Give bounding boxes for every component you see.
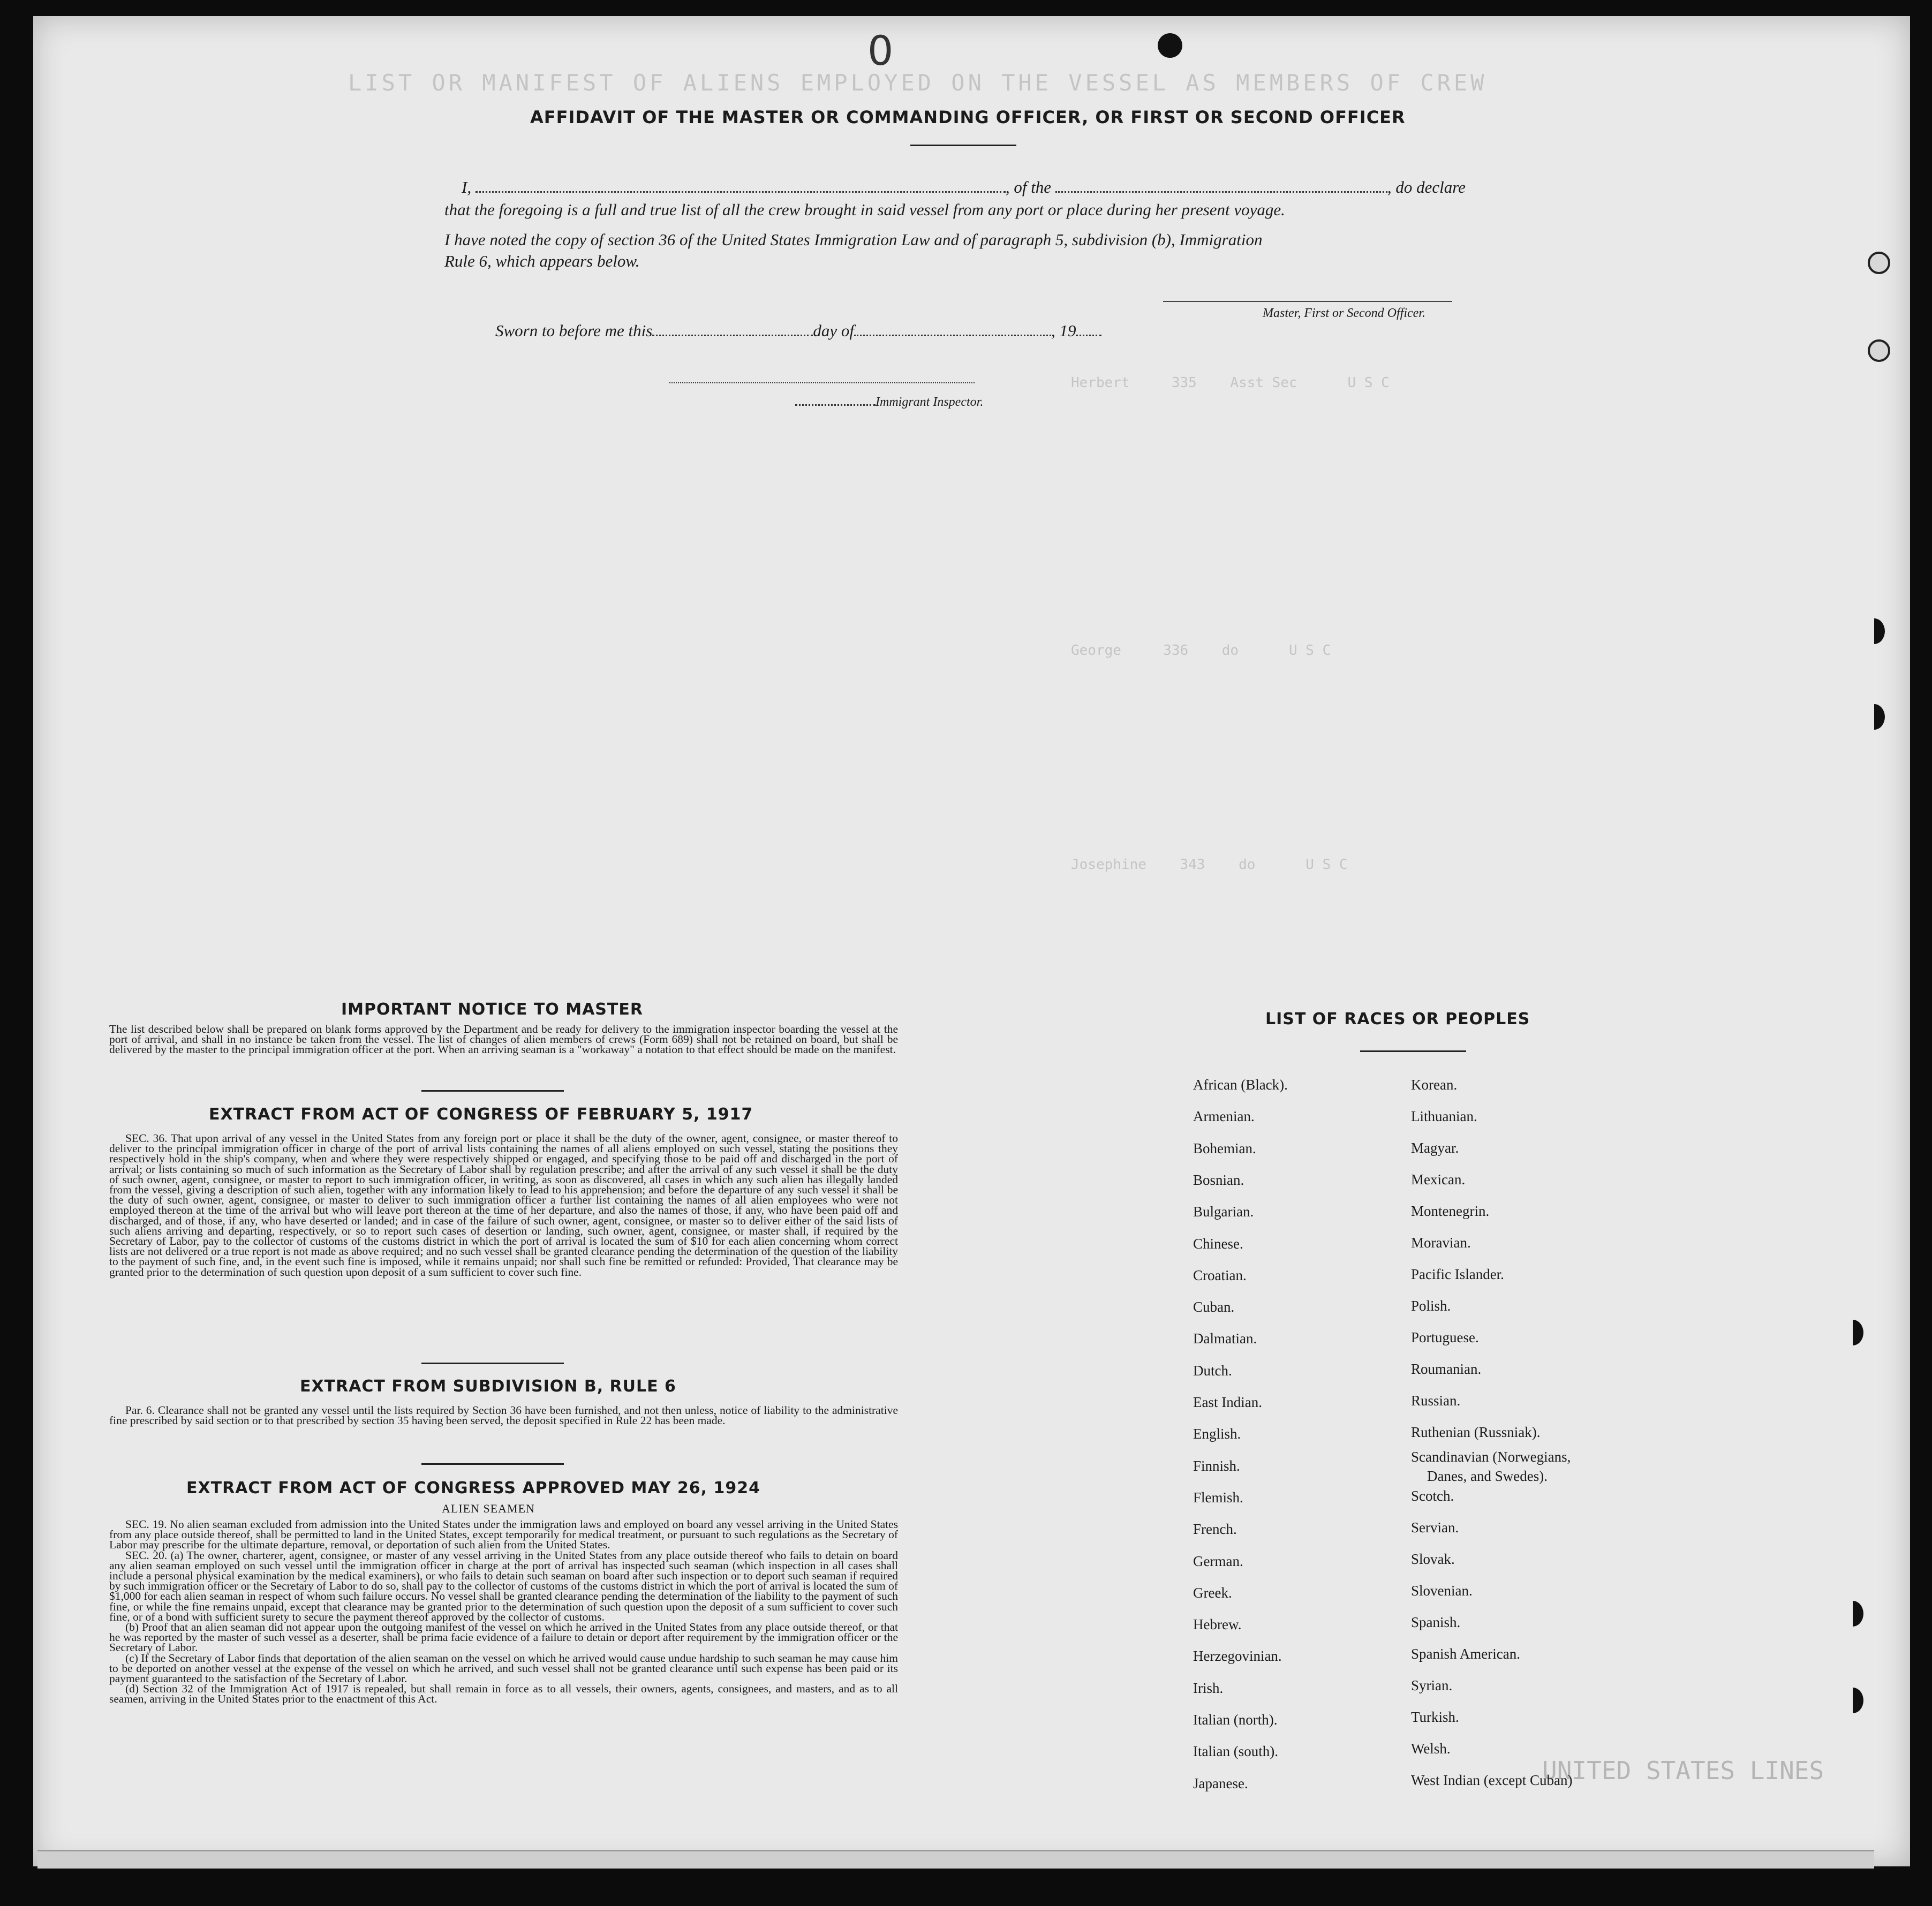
affidavit-declare-label: , do declare [1387,178,1466,196]
bleed-through-text: LIST OR MANIFEST OF ALIENS EMPLOYED ON THE VESSEL AS MEMBERS OF CREW [348,70,1488,96]
divider [421,1363,564,1364]
affidavit-i-label: I, [462,178,472,196]
day-blank [652,335,813,336]
bleed-through-text: UNITED STATES LINES [1542,1756,1824,1785]
race-item: Korean. [1411,1077,1458,1093]
race-item: Turkish. [1411,1709,1459,1725]
race-item: Italian (south). [1193,1743,1278,1759]
race-item: Polish. [1411,1298,1451,1314]
bleed-through-text: Josephine 343 do U S C [1071,857,1348,873]
race-item: French. [1193,1521,1237,1537]
race-item: Lithuanian. [1411,1108,1477,1124]
binder-hole [1842,1688,1863,1713]
sheet-bottom-edge [37,1850,1874,1869]
extract-1924-text [109,1519,898,1705]
race-item: Slovak. [1411,1551,1455,1567]
race-item: Dutch. [1193,1363,1232,1379]
race-item: African (Black). [1193,1077,1288,1093]
race-item: East Indian. [1193,1394,1262,1410]
affidavit-line3: I have noted the copy of section 36 of the United States Immigration Law and of paragraph 5, subdivision (b), Immigration [444,230,1263,249]
affidavit-title: AFFIDAVIT OF THE MASTER OR COMMANDING OFFICER, OR FIRST OR SECOND OFFICER [530,107,1406,127]
race-item: Irish. [1193,1680,1224,1696]
race-item: English. [1193,1426,1241,1442]
inspector-line-row [795,395,983,410]
race-item: Slovenian. [1411,1583,1473,1599]
race-item: West Indian (except Cuban) [1411,1772,1573,1788]
race-item: Spanish American. [1411,1646,1520,1662]
binder-hole [1863,618,1885,644]
extract-1917-title: EXTRACT FROM ACT OF CONGRESS OF FEBRUARY 5, 1917 [209,1105,753,1124]
affidavit-of-label: , of the [1005,178,1052,196]
race-item: Hebrew. [1193,1616,1242,1632]
sworn-label: Sworn to before me this [495,321,653,340]
race-item: Dalmatian. [1193,1330,1257,1347]
race-item: Cuban. [1193,1299,1235,1315]
extract-1924-title: EXTRACT FROM ACT OF CONGRESS APPROVED MAY 26, 1924 [186,1479,760,1497]
race-item: Portuguese. [1411,1329,1479,1345]
bleed-through-text: George 336 do U S C [1071,642,1331,659]
race-item: Japanese. [1193,1775,1248,1791]
year-label: , 19 [1051,321,1076,340]
extract-1917-text: SEC. 36. That upon arrival of any vessel in the United States from any foreign port or place it shall be the duty of the owner, agent, consignee, or master thereof to deliver to the principal immigration officer in charge of the port of arrival lists containing the names of all aliens employed on such vessel, stating the positions they respectively hold in the ship's company, when and where they were respectively shipped or engaged, and specifying those to be paid off and discharged in the port of arrival; or lists containing so much of such information as the Secretary of Labor shall by regulation prescribe; and after the arrival of any such vessel it shall be the duty of such owner, agent, consignee, or master to report to such immigration officer, in writing, as soon as discovered, all cases in which any such alien has illegally landed from the vessel, giving a description of such alien, together with any information likely to lead to his apprehension; and before the departure of any such vessel it shall be the duty of such owner, agent, consignee, or master to deliver to such immigration officer a further list containing the names of all alien employees who were not employed thereon at the time of the arrival but who will leave port thereon at the time of her departure, and also the names of those, if any, who have been paid off and discharged, and of those, if any, who have deserted or landed; and in case of the failure of such owner, agent, consignee, or master so to deliver either of the said lists of such aliens arriving and departing, respectively, or so to report such cases of desertion or landing, such owner, agent, consignee, or master shall, if required by the Secretary of Labor, pay to the collector of customs of the customs district in which the port of arrival is located the sum of $10 for each alien concerning whom correct lists are not delivered or a true report is not made as above required; and no such vessel shall be granted clearance pending the determination of the question of the liability to the payment of such fine, and, in the event such fine is imposed, while it remains unpaid; nor shall such fine be remitted or refunded: Provided, That clearance may be granted prior to the determination of such question upon deposit of a sum sufficient to cover such fine. [109,1132,898,1279]
binder-hole [1842,1601,1863,1627]
inspector-label: Immigrant Inspector. [876,395,984,409]
race-item: Magyar. [1411,1140,1459,1156]
race-item: Herzegovinian. [1193,1648,1282,1664]
month-blank [854,335,1051,336]
divider [1360,1050,1466,1052]
extract-rule6-text: Par. 6. Clearance shall not be granted any vessel until the lists required by Section 36 have been furnished, and not then unless, notice of liability to the administrative fine prescribed by said section or to that prescribed by section 35 having been served, the deposit specified in Rule 22 has been made. [109,1404,898,1427]
race-item: Syrian. [1411,1677,1453,1693]
divider [421,1463,564,1465]
race-item: Scandinavian (Norwegians, [1411,1449,1571,1465]
bleed-through-text: Herbert 335 Asst Sec U S C [1071,375,1390,391]
race-item: Servian. [1411,1519,1459,1536]
binder-hole [1158,33,1182,58]
race-item: Bohemian. [1193,1140,1256,1156]
section-20a: SEC. 20. (a) The owner, charterer, agent, consignee, or master of any vessel arriving in the United States from any place outside thereof who fails to detain on board any alien seaman employed on such vessel until the immigration officer in charge at the port of arrival has inspected such seaman (which inspection in all cases shall include a personal physical examination by the medical examiners), or who fails to detain such seaman on board after such inspection or to deport such seaman if required by such immigration officer or the Secretary of Labor to do so, shall pay to the collector of customs of the customs district in which the port of arrival is located the sum of $1,000 for each alien seaman in respect of whom such failure occurs. No vessel shall be granted clearance pending the determination of the liability to the payment of such fine, or while the fine remains unpaid, except that clearance may be granted prior to the determination of such question upon the deposit of a sum sufficient to cover such fine, or of a bond with sufficient surety to secure the payment thereof approved by the collector of customs. [109,1548,898,1623]
binder-hole [1868,339,1890,362]
race-item: Russian. [1411,1393,1461,1409]
race-item: Croatian. [1193,1267,1247,1283]
race-item: Danes, and Swedes). [1427,1468,1548,1484]
notice-title: IMPORTANT NOTICE TO MASTER [341,1000,643,1019]
section-20c: (c) If the Secretary of Labor finds that deportation of the alien seaman on the vessel on which he arrived would cause undue hardship to such seaman he may cause him to be deported on another vessel at the expense of the vessel on which he arrived, and such vessel shall not be granted clearance until such expense has been paid or its payment guaranteed to the satisfaction of the Secretary of Labor. [109,1651,898,1685]
race-item: Finnish. [1193,1458,1240,1474]
name-blank [476,191,1006,193]
binder-hole [1863,704,1885,730]
race-item: Ruthenian (Russniak). [1411,1424,1541,1440]
section-19: SEC. 19. No alien seaman excluded from admission into the United States under the immigration laws and employed on board any vessel arriving in the United States from any place outside thereof, shall be permitted to land in the United States, except temporarily for medical treatment, or pursuant to such regulations as the Secretary of Labor may prescribe for the ultimate departure, removal, or deportation of such alien from the United States. [109,1518,898,1552]
race-item: Roumanian. [1411,1361,1482,1377]
divider [910,145,1016,146]
race-item: Moravian. [1411,1235,1471,1251]
race-item: Chinese. [1193,1236,1243,1252]
divider [421,1090,564,1092]
notice-text: The list described below shall be prepared on blank forms approved by the Department and be ready for delivery to the immigration inspector boarding the vessel at the port of arrival, and shall in no instance be taken from the vessel. The list of changes of alien members of crews (Form 689) shall not be retained on board, but shall be delivered by the master to the principal immigration officer at the port. When an arriving seaman is a "workaway" a notation to that effect should be made on the manifest. [109,1023,898,1056]
affidavit-line4: Rule 6, which appears below. [444,252,640,270]
races-title: LIST OF RACES OR PEOPLES [1265,1010,1530,1028]
race-item: Scotch. [1411,1488,1454,1504]
race-item: Montenegrin. [1411,1203,1490,1219]
day-of-label: day of [813,321,854,340]
signature-line [1163,301,1452,302]
affidavit-line1 [462,178,1466,197]
signature-label: Master, First or Second Officer. [1263,306,1425,320]
year-blank [1076,335,1101,336]
section-20d: (d) Section 32 of the Immigration Act of 1917 is repealed, but shall remain in force as to all vessels, their owners, agents, consignees, and masters, and as to all seamen, arriving in the United States prior to the enactment of this Act. [109,1682,898,1706]
race-item: Welsh. [1411,1741,1451,1757]
sworn-line [495,321,1101,341]
vessel-blank [1055,191,1387,193]
binder-hole [1868,252,1890,274]
race-item: Flemish. [1193,1489,1243,1506]
race-item: Bosnian. [1193,1172,1244,1188]
race-item: Armenian. [1193,1108,1255,1124]
affidavit-line2: that the foregoing is a full and true list of all the crew brought in said vessel from any port or place during her present voyage. [444,200,1285,219]
inspector-line [669,381,975,383]
binder-hole [1842,1320,1863,1345]
section-20b: (b) Proof that an alien seaman did not appear upon the outgoing manifest of the vessel on which he arrived in the United States from any place outside thereof, or that he was reported by the master of such vessel as a deserter, shall be prima facie evidence of a failure to detain or deport after requirement by the immigration officer or the Secretary of Labor. [109,1621,898,1654]
race-item: Mexican. [1411,1171,1466,1188]
race-item: Bulgarian. [1193,1204,1254,1220]
race-item: Pacific Islander. [1411,1266,1504,1282]
inspector-blank [795,404,876,406]
extract-1924-subtitle: ALIEN SEAMEN [442,1502,535,1515]
extract-rule6-title: EXTRACT FROM SUBDIVISION B, RULE 6 [300,1377,676,1396]
race-item: Greek. [1193,1585,1232,1601]
page-zero-mark: 0 [867,27,894,74]
race-item: Spanish. [1411,1614,1461,1630]
race-item: Italian (north). [1193,1712,1278,1728]
race-item: German. [1193,1553,1243,1569]
